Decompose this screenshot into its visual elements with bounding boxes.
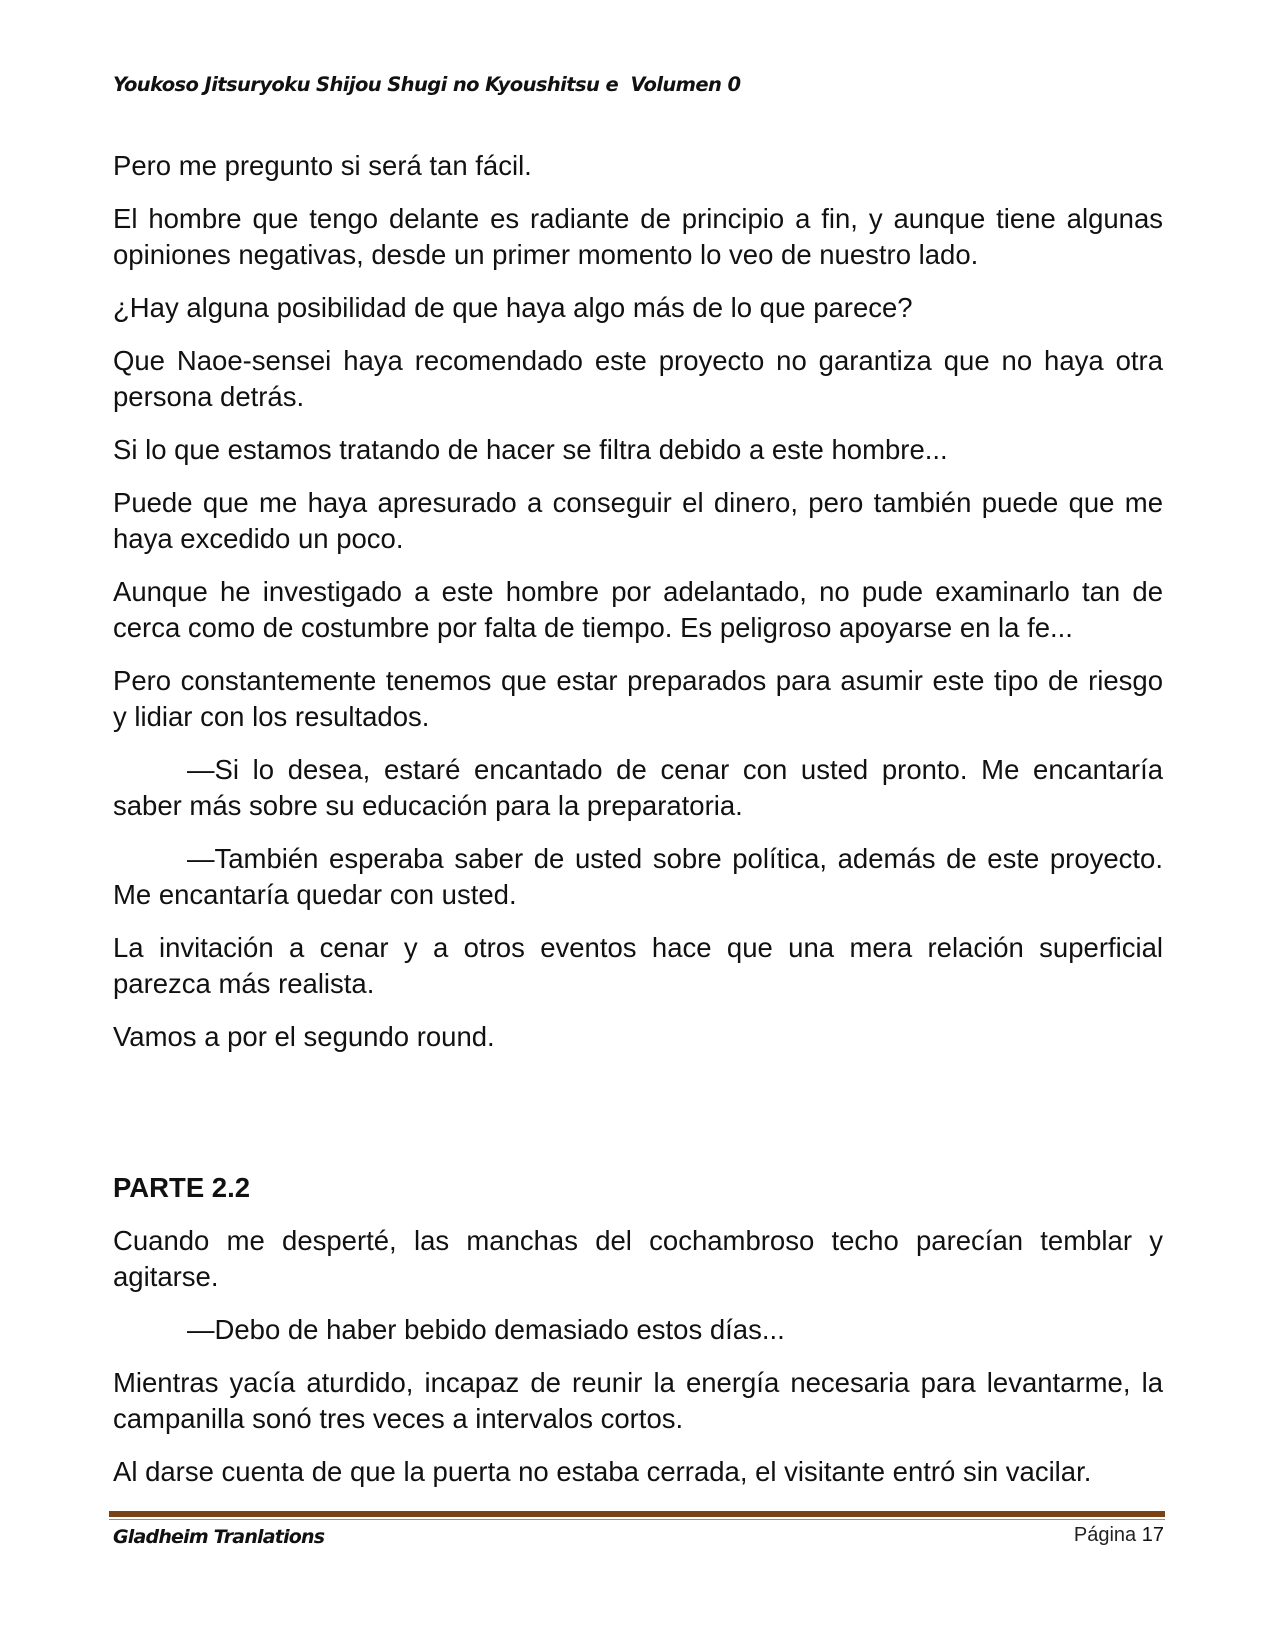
paragraph: Aunque he investigado a este hombre por adelantado, no pude examinarlo tan de cerca como de costumbre por falta de tiempo. Es peligroso apoyarse en la fe...: [113, 576, 1163, 643]
paragraph: Puede que me haya apresurado a conseguir el dinero, pero también puede que me haya excedido un poco.: [113, 487, 1163, 554]
paragraph: Pero constantemente tenemos que estar preparados para asumir este tipo de riesgo y lidiar con los resultados.: [113, 665, 1163, 732]
page-number: [1074, 1524, 1164, 1547]
footer-credit: Gladheim Tranlations: [113, 1526, 325, 1548]
dialog-paragraph: —Debo de haber bebido demasiado estos días...: [187, 1314, 785, 1345]
paragraph: Que Naoe-sensei haya recomendado este proyecto no garantiza que no haya otra persona detrás.: [113, 345, 1163, 412]
running-header: Youkoso Jitsuryoku Shijou Shugi no Kyoushitsu e Volumen 0: [113, 73, 741, 96]
paragraph: Si lo que estamos tratando de hacer se filtra debido a este hombre...: [113, 434, 948, 465]
dialog-paragraph: —También esperaba saber de usted sobre política, además de este proyecto. Me encantaría quedar con usted.: [113, 843, 1163, 910]
paragraph: ¿Hay alguna posibilidad de que haya algo más de lo que parece?: [113, 292, 913, 323]
paragraph: Mientras yacía aturdido, incapaz de reunir la energía necesaria para levantarme, la campanilla sonó tres veces a intervalos cortos.: [113, 1367, 1163, 1434]
dialog-paragraph: —Si lo desea, estaré encantado de cenar con usted pronto. Me encantaría saber más sobre su educación para la preparatoria.: [113, 754, 1163, 821]
page-label: Página: [1073, 1524, 1137, 1546]
page-number-value: 17: [1141, 1524, 1164, 1546]
paragraph: Pero me pregunto si será tan fácil.: [113, 150, 532, 181]
paragraph: El hombre que tengo delante es radiante de principio a fin, y aunque tiene algunas opiniones negativas, desde un primer momento lo veo de nuestro lado.: [113, 203, 1163, 270]
paragraph: Vamos a por el segundo round.: [113, 1021, 495, 1052]
paragraph: Al darse cuenta de que la puerta no estaba cerrada, el visitante entró sin vacilar.: [113, 1456, 1092, 1487]
body-text: [113, 148, 1163, 1507]
paragraph: Cuando me desperté, las manchas del cochambroso techo parecían temblar y agitarse.: [113, 1225, 1163, 1292]
footer-divider-thin: [109, 1519, 1165, 1520]
section-spacer: [113, 1072, 1163, 1170]
footer-divider: [109, 1511, 1165, 1520]
paragraph: La invitación a cenar y a otros eventos hace que una mera relación superficial parezca más realista.: [113, 932, 1163, 999]
section-heading: PARTE 2.2: [113, 1172, 251, 1203]
